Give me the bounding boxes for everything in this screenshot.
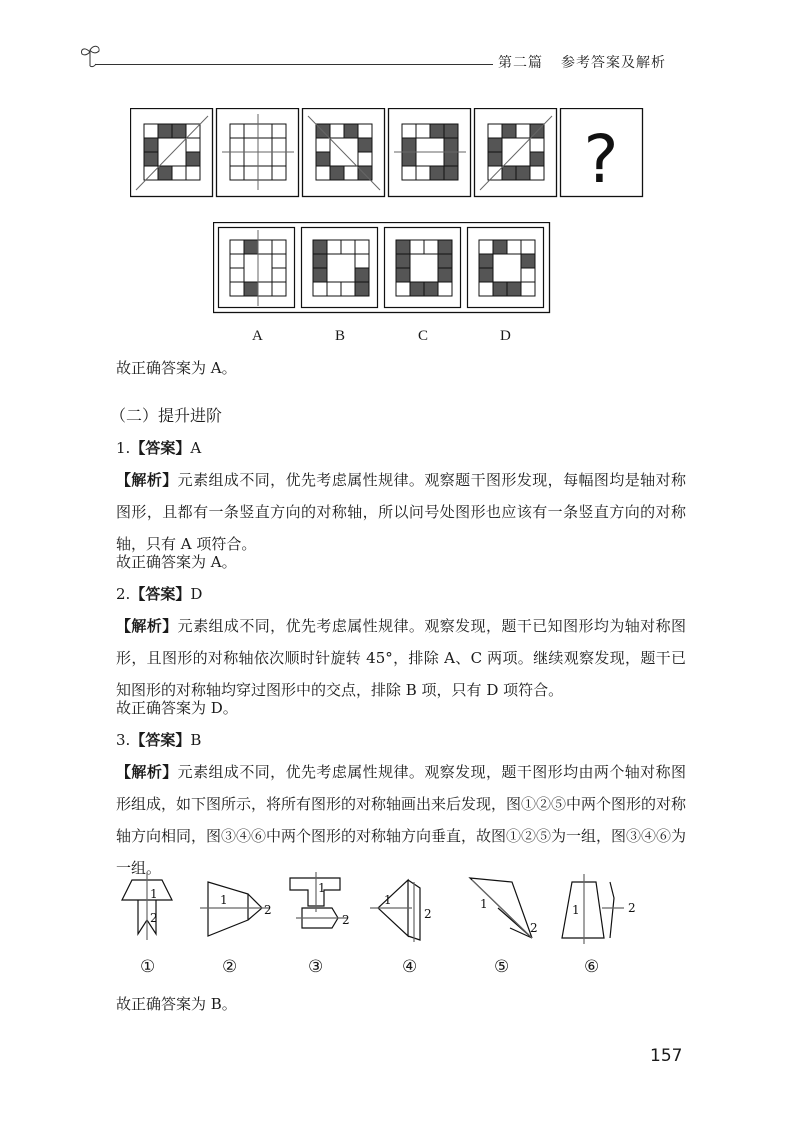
- item-3-conclusion: 故正确答案为 B。: [116, 995, 237, 1013]
- shape-1: [122, 872, 172, 940]
- option-b-figure: [313, 240, 369, 296]
- header-title: 参考答案及解析: [561, 55, 666, 71]
- figure-label-5: ⑤: [494, 957, 510, 977]
- item-3-analysis: [116, 756, 686, 884]
- axis-mark-2: 2: [424, 907, 432, 921]
- symmetry-axes-figure: [100, 868, 660, 954]
- answer-label: 【答案】: [130, 439, 191, 457]
- question-mark: ?: [583, 121, 619, 198]
- figure-label-3: ③: [308, 957, 324, 977]
- header-rule: [95, 64, 493, 65]
- figure-label-1: ①: [140, 957, 156, 977]
- item-2-answer-line: [116, 578, 202, 610]
- panel-2: [222, 114, 294, 190]
- item-2-number: 2.: [116, 585, 131, 603]
- axis-mark-2: 2: [530, 921, 538, 935]
- item-3-analysis-text: 元素组成不同，优先考虑属性规律。观察发现，题干图形均由两个轴对称图形组成，如下图所示，将所有图形的对称轴画出来后发现，图①②⑤中两个图形的对称轴方向相同，图③④⑥中两个图形的对称轴方向垂直，故图①②⑤为一组，图③④⑥为一组。: [116, 763, 687, 877]
- running-header: [498, 52, 684, 72]
- axis-mark-2: 2: [150, 911, 158, 925]
- axis-mark-2: 2: [628, 901, 636, 915]
- item-3-answer-line: [116, 724, 201, 756]
- option-a-figure: [230, 230, 286, 306]
- analysis-label: 【解析】: [116, 617, 178, 635]
- axis-mark-2: 2: [342, 913, 350, 927]
- item-1-number: 1.: [116, 439, 131, 457]
- option-label-a: A: [252, 328, 263, 344]
- shape-4: [370, 880, 420, 942]
- item-1-answer-line: [116, 432, 201, 464]
- item-2-conclusion: 故正确答案为 D。: [116, 699, 238, 717]
- analysis-label: 【解析】: [116, 471, 178, 489]
- header-part: 第二篇: [498, 55, 543, 71]
- axis-mark-1: 1: [480, 897, 488, 911]
- item-3-number: 3.: [116, 731, 131, 749]
- question-figure-sequence: [130, 108, 676, 198]
- section-title: （二）提升进阶: [110, 406, 223, 425]
- panel-5: [480, 116, 552, 190]
- option-label-d: D: [500, 328, 511, 344]
- answer-label: 【答案】: [130, 585, 191, 603]
- options-figure: [213, 222, 551, 314]
- item-3-answer: B: [190, 731, 202, 749]
- figure-label-2: ②: [222, 957, 238, 977]
- option-d-figure: [479, 240, 535, 296]
- item-2-analysis-text: 元素组成不同，优先考虑属性规律。观察发现，题干已知图形均为轴对称图形，且图形的对称轴依次顺时针旋转 45°，排除 A、C 两项。继续观察发现，题干已知图形的对称轴均穿过图形中的交点，排除 B 项，只有 D 项符合。: [116, 617, 686, 699]
- item-1-conclusion: 故正确答案为 A。: [116, 553, 237, 571]
- item-1-analysis-text: 元素组成不同，优先考虑属性规律。观察题干图形发现，每幅图均是轴对称图形，且都有一条竖直方向的对称轴，所以问号处图形也应该有一条竖直方向的对称轴，只有 A 项符合。: [116, 471, 686, 553]
- item-1-answer: A: [190, 439, 202, 457]
- option-label-b: B: [335, 328, 346, 344]
- shape-2: [200, 882, 270, 936]
- axis-mark-1: 1: [220, 893, 228, 907]
- option-c-figure: [396, 240, 452, 296]
- figure-label-6: ⑥: [584, 957, 600, 977]
- panel-1: [136, 116, 208, 190]
- answer-label: 【答案】: [130, 731, 191, 749]
- axis-mark-2: 2: [264, 903, 272, 917]
- item-2-answer: D: [190, 585, 203, 603]
- figure-label-4: ④: [402, 957, 418, 977]
- panel-4: [394, 124, 466, 180]
- axis-mark-1: 1: [150, 887, 158, 901]
- conclusion-0: 故正确答案为 A。: [116, 359, 237, 377]
- axis-mark-1: 1: [384, 893, 392, 907]
- panel-3: [308, 116, 380, 190]
- option-label-c: C: [418, 328, 429, 344]
- analysis-label: 【解析】: [116, 763, 178, 781]
- axis-mark-1: 1: [318, 881, 326, 895]
- page-number: 157: [650, 1046, 683, 1066]
- axis-mark-1: 1: [572, 903, 580, 917]
